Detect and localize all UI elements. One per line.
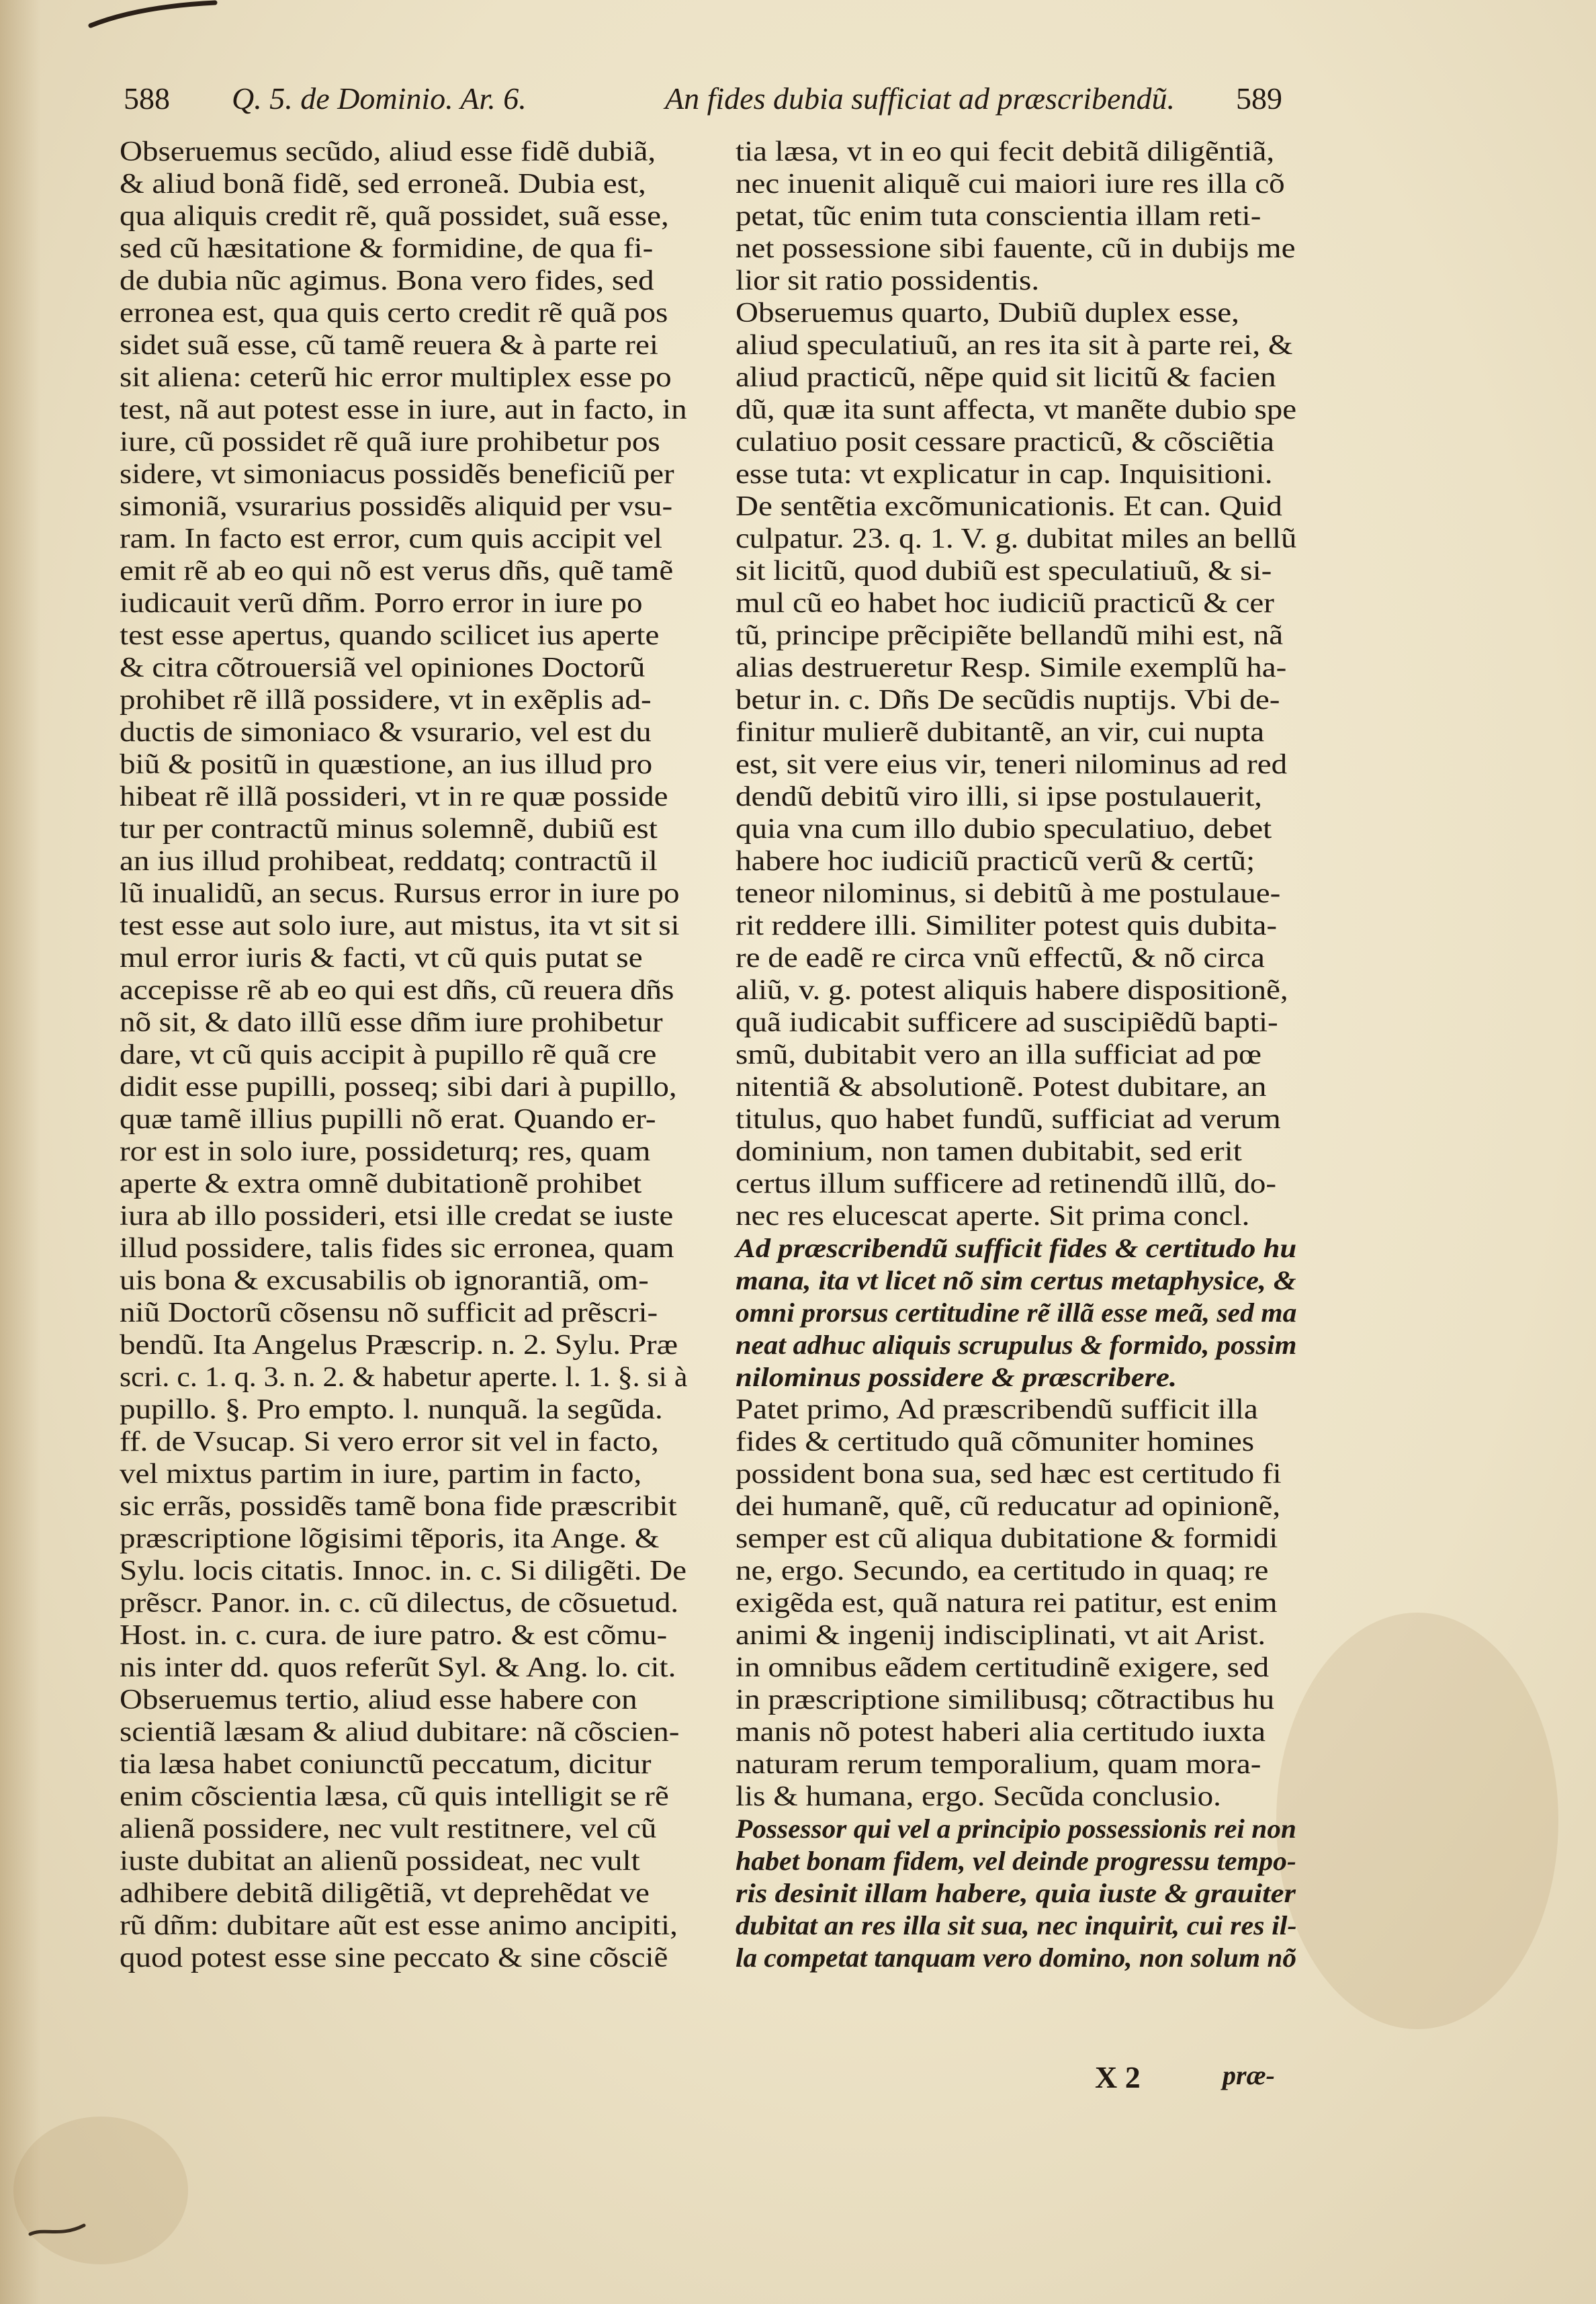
text-line: dare, vt cũ quis accipit à pupillo rẽ quã cre [120, 1039, 657, 1070]
left-text-column [120, 136, 687, 1974]
text-line: ductis de simoniaco & vsurario, vel est du [120, 717, 652, 748]
text-line: quã iudicabit sufficere ad suscipiẽdũ bapti- [736, 1007, 1278, 1038]
text-line: didit esse pupilli, posseq; sibi dari à pupillo, [120, 1072, 677, 1103]
text-line: animi & ingenij indisciplinati, vt ait Arist. [736, 1620, 1266, 1651]
left-running-title: Q. 5. de Dominio. Ar. 6. [232, 81, 527, 116]
text-line: semper est cũ aliqua dubitatione & formidi [736, 1523, 1278, 1554]
text-line: in omnibus eãdem certitudinẽ exigere, sed [736, 1652, 1270, 1683]
text-line: dominium, non tamen dubitabit, sed erit [736, 1136, 1242, 1167]
text-line: iure, cũ possidet rẽ quã iure prohibetur pos [120, 427, 660, 458]
text-line: aliud practicũ, nẽpe quid sit licitũ & facien [736, 362, 1276, 393]
text-line: Host. in. c. cura. de iure patro. & est cõmu- [120, 1620, 668, 1651]
text-line: nitentiã & absolutionẽ. Potest dubitare, an [736, 1072, 1267, 1103]
running-header [101, 81, 1518, 134]
text-line: dubitat an res illa sit sua, nec inquirit, cui res il- [736, 1910, 1297, 1940]
text-line: ris desinit illam habere, quia iuste & grauiter [736, 1878, 1296, 1908]
ink-flourish-top [87, 0, 222, 34]
text-line: certus illum sufficere ad retinendũ illũ, do- [736, 1168, 1277, 1199]
text-line: nec res elucescat aperte. Sit prima concl. [736, 1201, 1250, 1232]
text-line: esse tuta: vt explicatur in cap. Inquisitioni. [736, 459, 1273, 490]
text-line: tur per contractũ minus solemnẽ, dubiũ est [120, 814, 658, 845]
text-line: de dubia nũc agimus. Bona vero fides, sed [120, 265, 654, 296]
text-line: smũ, dubitabit vero an illa sufficiat ad pœ [736, 1039, 1261, 1070]
text-line: uis bona & excusabilis ob ignorantiã, om- [120, 1265, 649, 1296]
text-line: titulus, quo habet fundũ, sufficiat ad verum [736, 1104, 1281, 1135]
right-page-number: 589 [1236, 81, 1282, 116]
text-line: accepisse rẽ ab eo qui est dñs, cũ reuera dñs [120, 975, 674, 1006]
text-line: vel mixtus partim in iure, partim in facto, [120, 1459, 642, 1490]
text-line: aliud speculatiuũ, an res ita sit à parte rei, & [736, 330, 1293, 361]
text-line: est, sit vere eius vir, teneri nilominus ad red [736, 749, 1288, 780]
text-line: lis & humana, ergo. Secũda conclusio. [736, 1781, 1221, 1812]
text-line: naturam rerum temporalium, quam mora- [736, 1749, 1261, 1780]
right-running-title: An fides dubia sufficiat ad præscribendũ. [665, 81, 1175, 116]
text-line: ff. de Vsucap. Si vero error sit vel in facto, [120, 1426, 659, 1457]
text-line: iura ab illo possideri, etsi ille credat se iuste [120, 1201, 674, 1232]
text-line: Obseruemus secũdo, aliud esse fidẽ dubiã, [120, 136, 656, 167]
text-line: nis inter dd. quos referũt Syl. & Ang. lo. cit. [120, 1652, 676, 1683]
text-line: habet bonam fidem, vel deinde progressu tempo- [736, 1846, 1296, 1876]
text-line: biũ & positũ in quæstione, an ius illud pro [120, 749, 653, 780]
text-line: Ad præscribendũ sufficit fides & certitudo hu [736, 1233, 1297, 1263]
catchword: præ- [1223, 2060, 1275, 2090]
right-text-column [736, 136, 1296, 1974]
ink-mark-bottom [27, 2217, 87, 2244]
text-line: test esse apertus, quando scilicet ius aperte [120, 620, 660, 651]
page-footer [1095, 2059, 1290, 2100]
text-line: an ius illud prohibeat, reddatq; contractũ il [120, 846, 658, 877]
text-line: emit rẽ ab eo qui nõ est verus dñs, quẽ tamẽ [120, 556, 674, 587]
text-line: nec inuenit aliquẽ cui maiori iure res illa cõ [736, 169, 1285, 200]
text-line: De sentẽtia excõmunicationis. Et can. Quid [736, 491, 1282, 522]
text-line: tia læsa habet coniunctũ peccatum, dicitur [120, 1749, 652, 1780]
text-line: re de eadẽ re circa vnũ effectũ, & nõ circa [736, 943, 1265, 974]
text-line: nõ sit, & dato illũ esse dñm iure prohibetur [120, 1007, 663, 1038]
text-line: Possessor qui vel a principio possessionis rei non [736, 1814, 1296, 1844]
text-line: culpatur. 23. q. 1. V. g. dubitat miles an bellũ [736, 523, 1297, 554]
text-line: petat, tũc enim tuta conscientia illam reti- [736, 201, 1261, 232]
text-line: sidere, vt simoniacus possidẽs beneficiũ per [120, 459, 674, 490]
text-line: adhibere debitã diligẽtiã, vt deprehẽdat ve [120, 1878, 650, 1909]
text-line: sidet suã esse, cũ tamẽ reuera & à parte rei [120, 330, 658, 361]
text-line: Patet primo, Ad præscribendũ sufficit illa [736, 1394, 1258, 1425]
text-line: culatiuo posit cessare practicũ, & cõsciẽtia [736, 427, 1274, 458]
text-line: pupillo. §. Pro empto. l. nunquã. la segũda. [120, 1394, 663, 1425]
text-line: mul error iuris & facti, vt cũ quis putat se [120, 943, 643, 974]
text-line: neat adhuc aliquis scrupulus & formido, possim [736, 1330, 1297, 1360]
text-line: iuste dubitat an alienũ possideat, nec vult [120, 1846, 640, 1877]
text-line: enim cõscientia læsa, cũ quis intelligit se rẽ [120, 1781, 669, 1812]
text-line: sit licitũ, quod dubiũ est speculatiuũ, & si- [736, 556, 1272, 587]
text-line: niũ Doctorũ cõsensu nõ sufficit ad prẽscri- [120, 1297, 658, 1328]
text-line: tia læsa, vt in eo qui fecit debitã diligẽntiã, [736, 136, 1275, 167]
text-line: tũ, principe prẽcipiẽte bellandũ mihi est, nã [736, 620, 1284, 651]
text-line: possident bona sua, sed hæc est certitudo fi [736, 1459, 1282, 1490]
text-line: prẽscr. Panor. in. c. cũ dilectus, de cõsuetud. [120, 1588, 679, 1619]
text-line: rit reddere illi. Similiter potest quis dubita- [736, 910, 1278, 941]
text-line: præscriptione lõgisimi tẽporis, ita Ange. & [120, 1523, 660, 1554]
text-line: ne, ergo. Secundo, ea certitudo in quaq; re [736, 1555, 1269, 1586]
signature-mark: X 2 [1095, 2060, 1141, 2094]
text-line: aliũ, v. g. potest aliquis habere dispositionẽ, [736, 975, 1288, 1006]
text-line: qua aliquis credit rẽ, quã possidet, suã esse, [120, 201, 669, 232]
text-line: lũ inualidũ, an secus. Rursus error in iure po [120, 878, 680, 909]
text-line: quæ tamẽ illius pupilli nõ erat. Quando er- [120, 1104, 656, 1135]
text-line: Obseruemus tertio, aliud esse habere con [120, 1684, 637, 1715]
text-line: quia vna cum illo dubio speculatiuo, debet [736, 814, 1272, 845]
text-line: bendũ. Ita Angelus Præscrip. n. 2. Sylu. Præ [120, 1330, 678, 1361]
text-line: rũ dñm: dubitare aũt est esse animo ancipiti, [120, 1910, 678, 1941]
text-line: simoniã, vsurarius possidẽs aliquid per vsu- [120, 491, 673, 522]
text-line: ram. In facto est error, cum quis accipit vel [120, 523, 662, 554]
text-line: betur in. c. Dñs De secũdis nuptijs. Vbi de- [736, 685, 1280, 716]
text-line: & aliud bonã fidẽ, sed erroneã. Dubia est, [120, 169, 646, 200]
text-line: test, nã aut potest esse in iure, aut in facto, in [120, 394, 687, 425]
text-line: Obseruemus quarto, Dubiũ duplex esse, [736, 298, 1239, 329]
text-line: Sylu. locis citatis. Innoc. in. c. Si diligẽti. De [120, 1555, 687, 1586]
text-line: sit aliena: ceterũ hic error multiplex esse po [120, 362, 672, 393]
text-line: mana, ita vt licet nõ sim certus metaphysice, & [736, 1265, 1296, 1295]
text-line: la competat tanquam vero domino, non solum nõ [736, 1943, 1296, 1973]
text-line: exigẽda est, quã natura rei patitur, est enim [736, 1588, 1278, 1619]
text-line: nilominus possidere & præscribere. [736, 1362, 1178, 1392]
text-line: hibeat rẽ illã possideri, vt in re quæ posside [120, 781, 668, 812]
text-line: illud possidere, talis fides sic erronea, quam [120, 1233, 674, 1264]
left-page-number: 588 [124, 81, 170, 116]
text-line: prohibet rẽ illã possidere, vt in exẽplis ad- [120, 685, 652, 716]
text-line: net possessione sibi fauente, cũ in dubijs me [736, 233, 1296, 264]
text-line: ror est in solo iure, possideturq; res, quam [120, 1136, 651, 1167]
text-line: dũ, quæ ita sunt affecta, vt manẽte dubio spe [736, 394, 1297, 425]
text-line: manis nõ potest haberi alia certitudo iuxta [736, 1717, 1266, 1748]
text-line: mul cũ eo habet hoc iudiciũ practicũ & cer [736, 588, 1274, 619]
text-line: dendũ debitũ viro illi, si ipse postulauerit, [736, 781, 1262, 812]
text-line: fides & certitudo quã cõmuniter homines [736, 1426, 1255, 1457]
text-line: quod potest esse sine peccato & sine cõsciẽ [120, 1943, 668, 1973]
text-line: sed cũ hæsitatione & formidine, de qua fi- [120, 233, 654, 264]
text-line: alias destrueretur Resp. Simile exemplũ ha- [736, 652, 1287, 683]
text-line: dei humanẽ, quẽ, cũ reducatur ad opinionẽ, [736, 1491, 1281, 1522]
text-line: omni prorsus certitudine rẽ illã esse meã, sed ma [736, 1297, 1297, 1328]
text-line: iudicauit verũ dñm. Porro error in iure po [120, 588, 643, 619]
text-line: alienã possidere, nec vult restitnere, vel cũ [120, 1814, 657, 1844]
text-line: erronea est, qua quis certo credit rẽ quã pos [120, 298, 668, 329]
text-line: habere hoc iudiciũ practicũ verũ & certũ; [736, 846, 1255, 877]
text-line: lior sit ratio possidentis. [736, 265, 1040, 296]
page-gutter-shadow [0, 0, 40, 2304]
text-line: & citra cõtrouersiã vel opiniones Doctorũ [120, 652, 646, 683]
text-line: scri. c. 1. q. 3. n. 2. & habetur aperte. l. 1. §. si à [120, 1362, 688, 1393]
text-line: teneor nilominus, si debitũ à me postulaue- [736, 878, 1281, 909]
text-line: test esse aut solo iure, aut mistus, ita vt sit si [120, 910, 680, 941]
text-line: scientiã læsam & aliud dubitare: nã cõscien- [120, 1717, 680, 1748]
text-line: in præscriptione similibusq; cõtractibus hu [736, 1684, 1275, 1715]
text-line: sic errãs, possidẽs tamẽ bona fide præscribit [120, 1491, 677, 1522]
text-line: aperte & extra omnẽ dubitationẽ prohibet [120, 1168, 642, 1199]
text-line: finitur mulierẽ dubitantẽ, an vir, cui nupta [736, 717, 1265, 748]
